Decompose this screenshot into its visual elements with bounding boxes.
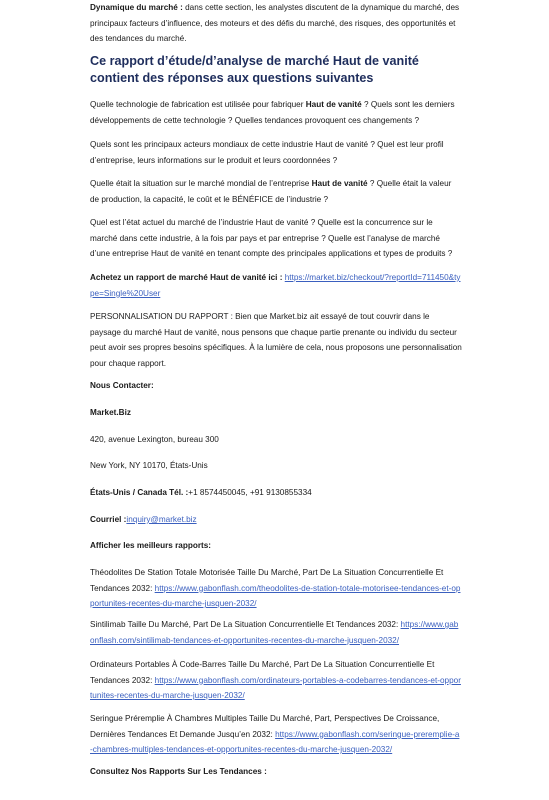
report-item-4 xyxy=(90,711,462,758)
address-line-2 xyxy=(90,458,462,474)
top-reports-title xyxy=(90,538,462,554)
trends-title xyxy=(90,764,462,780)
email-label: Courriel : xyxy=(90,515,127,524)
customization-text: PERSONNALISATION DU RAPPORT : Bien que Market.biz ait essayé de tout couvrir dans le paysage du marché Haut de vanité, nous pensons que chaque partie prenante ou individu du secteur peut avoir ses propres besoins spécifiques. À la lumière de cela, nous proposons une personnalisation pour chaque rapport. xyxy=(90,312,462,368)
company-name xyxy=(90,405,462,421)
buy-report-link[interactable]: https://market.biz/checkout/?reportId=711450&type=Single%20User xyxy=(90,273,461,298)
buy-report-label: Achetez un rapport de marché Haut de vanité ici : xyxy=(90,273,283,282)
section-heading xyxy=(90,53,462,87)
address-line-1 xyxy=(90,432,462,448)
trends-title-text: Consultez Nos Rapports Sur Les Tendances : xyxy=(90,767,267,776)
market-dynamics-text: dans cette section, les analystes discutent de la dynamique du marché, des principaux facteurs d’influence, des moteurs et des défis du marché, des risques, des opportunités et des tendances du marché. xyxy=(90,3,460,44)
question-1-product: Haut de vanité xyxy=(305,100,362,109)
market-dynamics-label: Dynamique du marché : xyxy=(90,3,183,12)
question-3-text: Quelle était la situation sur le marché mondial de l’entreprise xyxy=(90,179,312,188)
question-1-text: Quelle technologie de fabrication est utilisée pour fabriquer xyxy=(90,100,306,109)
question-2 xyxy=(90,137,462,168)
phone-label: États-Unis / Canada Tél. : xyxy=(90,488,189,497)
address-line-1-text: 420, avenue Lexington, bureau 300 xyxy=(90,435,219,444)
question-2-text: Quels sont les principaux acteurs mondiaux de cette industrie Haut de vanité ? Quel est leur profil d’entreprise, leurs informations sur le produit et leurs coordonnées ? xyxy=(90,140,444,165)
question-1 xyxy=(90,97,462,128)
report-2-title: Sintilimab Taille Du Marché, Part De La Situation Concurrentielle Et Tendances 2032: xyxy=(90,620,401,629)
question-3 xyxy=(90,176,462,207)
contact-title xyxy=(90,378,462,394)
market-dynamics-paragraph xyxy=(90,0,462,47)
question-4 xyxy=(90,215,462,262)
question-1-text-end: ? Quels sont les derniers développements de cette technologie ? Quelles tendances provoquent ces changements ? xyxy=(90,100,455,125)
question-3-product: Haut de vanité xyxy=(311,179,368,188)
address-line-2-text: New York, NY 10170, États-Unis xyxy=(90,461,208,470)
phone-line xyxy=(90,485,462,501)
company-name-text: Market.Biz xyxy=(90,408,131,417)
top-reports-title-text: Afficher les meilleurs rapports: xyxy=(90,541,212,550)
phone-numbers: +1 8574450045, +91 9130855334 xyxy=(188,488,312,497)
report-item-1 xyxy=(90,565,462,612)
buy-report-paragraph xyxy=(90,270,462,301)
customization-paragraph xyxy=(90,309,462,371)
report-item-2 xyxy=(90,617,462,648)
report-3-title: Ordinateurs Portables À Code-Barres Taille Du Marché, Part De La Situation Concurrentielle Et Tendances 2032: xyxy=(90,660,435,685)
question-3-text-end: ? Quelle était la valeur de production, la capacité, le coût et le BÉNÉFICE de l’industrie ? xyxy=(90,179,452,204)
report-2-link[interactable]: https://www.gabonflash.com/sintilimab-tendances-et-opportunites-recentes-du-marche-jusquen-2032/ xyxy=(90,620,459,645)
email-line xyxy=(90,512,462,528)
report-item-3 xyxy=(90,657,462,704)
report-4-link[interactable]: https://www.gabonflash.com/seringue-preremplie-a-chambres-multiples-tendances-et-opportunites-recentes-du-marche-jusquen-2032/ xyxy=(90,729,460,755)
report-3-link[interactable]: https://www.gabonflash.com/ordinateurs-portables-a-codebarres-tendances-et-opportunites-recentes-du-marche-jusquen-2032/ xyxy=(90,675,461,701)
report-1-link[interactable]: https://www.gabonflash.com/theodolites-de-station-totale-motorisee-tendances-et-opportunites-recentes-du-marche-jusquen-2032/ xyxy=(90,583,461,609)
report-1-title: Théodolites De Station Totale Motorisée Taille Du Marché, Part De La Situation Concurrentielle Et Tendances 2032: xyxy=(90,568,444,593)
report-4-title: Seringue Préremplie À Chambres Multiples Taille Du Marché, Part, Perspectives De Croissance, Dernières Tendances Et Demande Jusqu’en 2032: xyxy=(90,714,440,739)
question-4-text: Quel est l’état actuel du marché de l’industrie Haut de vanité ? Quelle est la concurrence sur le marché dans cette industrie, à la fois par pays et par entreprise ? Quelle est l’analyse de marché d’une entreprise Haut de vanité en tenant compte des principales applications et types de produits ? xyxy=(90,218,453,259)
section-heading-text: Ce rapport d’étude/d’analyse de marché Haut de vanité contient des réponses aux questions suivantes xyxy=(90,54,419,85)
contact-title-text: Nous Contacter: xyxy=(90,381,154,390)
email-link[interactable]: inquiry@market.biz xyxy=(126,515,197,524)
